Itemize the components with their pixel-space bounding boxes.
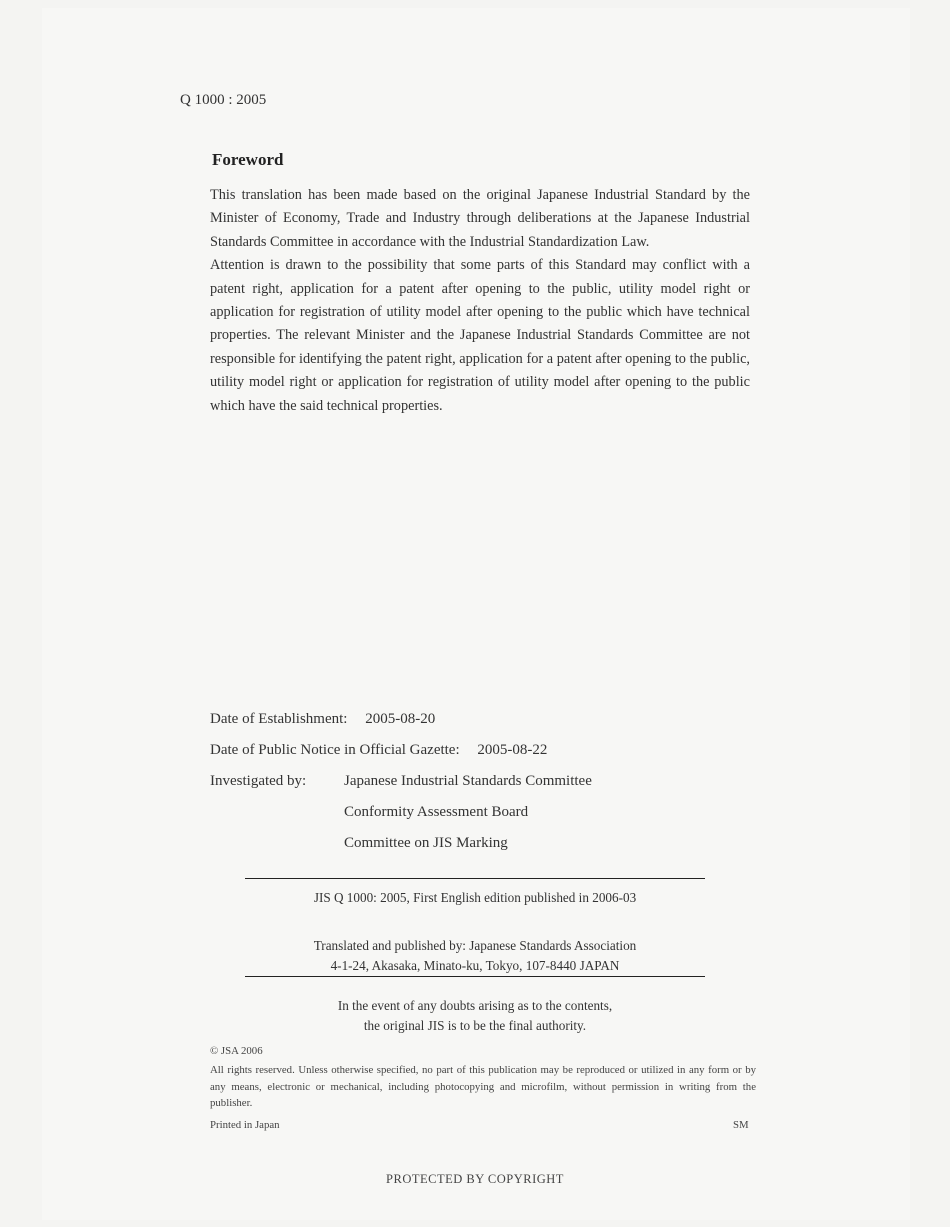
foreword-title: Foreword — [212, 150, 284, 169]
sm-code: SM — [733, 1119, 749, 1131]
establishment-row — [210, 711, 435, 728]
printed-in: Printed in Japan — [210, 1119, 280, 1131]
copyright-notice: © JSA 2006 — [210, 1045, 263, 1057]
rights-statement: All rights reserved. Unless otherwise specified, no part of this publication may be reproduced or utilized in any form or by any means, electronic or mechanical, including photocopying and microfilm, without permission in writing from the publisher. — [210, 1064, 756, 1109]
notice-label: Date of Public Notice in Official Gazette: — [210, 742, 460, 758]
notice-date: 2005-08-22 — [477, 742, 548, 758]
publisher-block — [245, 936, 705, 975]
authority-line-1: In the event of any doubts arising as to the contents, — [337, 998, 613, 1013]
foreword-body — [210, 184, 750, 418]
investigated-line-2: Conformity Assessment Board — [344, 804, 529, 820]
establishment-date: 2005-08-20 — [365, 711, 436, 727]
foreword-paragraph: This translation has been made based on the original Japanese Industrial Standard by the Minister of Economy, Trade and Industry through deliberations at the Japanese Industrial Standards Committee in accordance with the Industrial Standardization Law. — [210, 187, 750, 250]
authority-line-2: the original JIS is to be the final authority. — [363, 1017, 587, 1033]
establishment-label: Date of Establishment: — [210, 711, 348, 727]
authority-note — [245, 996, 705, 1035]
translated-by: Translated and published by: Japanese Standards Association — [313, 938, 637, 953]
investigated-line-3: Committee on JIS Marking — [344, 835, 508, 851]
edition-line: JIS Q 1000: 2005, First English edition published in 2006-03 — [313, 890, 637, 905]
publisher-address: 4-1-24, Akasaka, Minato-ku, Tokyo, 107-8440 JAPAN — [330, 957, 620, 973]
investigated-label: Investigated by: — [210, 773, 307, 789]
divider — [245, 878, 705, 879]
investigated-row — [210, 773, 592, 790]
standard-code: Q 1000 : 2005 — [180, 92, 267, 108]
investigated-line: Japanese Industrial Standards Committee — [344, 773, 592, 789]
foreword-paragraph: Attention is drawn to the possibility that some parts of this Standard may conflict with a patent right, application for a patent after opening to the public, utility model right or application for registration of utility model after opening to the public which have technical properties. The relevant Minister and the Japanese Industrial Standards Committee are not responsible for identifying the patent right, application for a patent after opening to the public, utility model right or application for registration of utility model after opening to the public which have the said technical properties. — [210, 257, 750, 414]
notice-row — [210, 742, 547, 759]
copyright-footer: PROTECTED BY COPYRIGHT — [386, 1172, 564, 1186]
divider — [245, 976, 705, 977]
